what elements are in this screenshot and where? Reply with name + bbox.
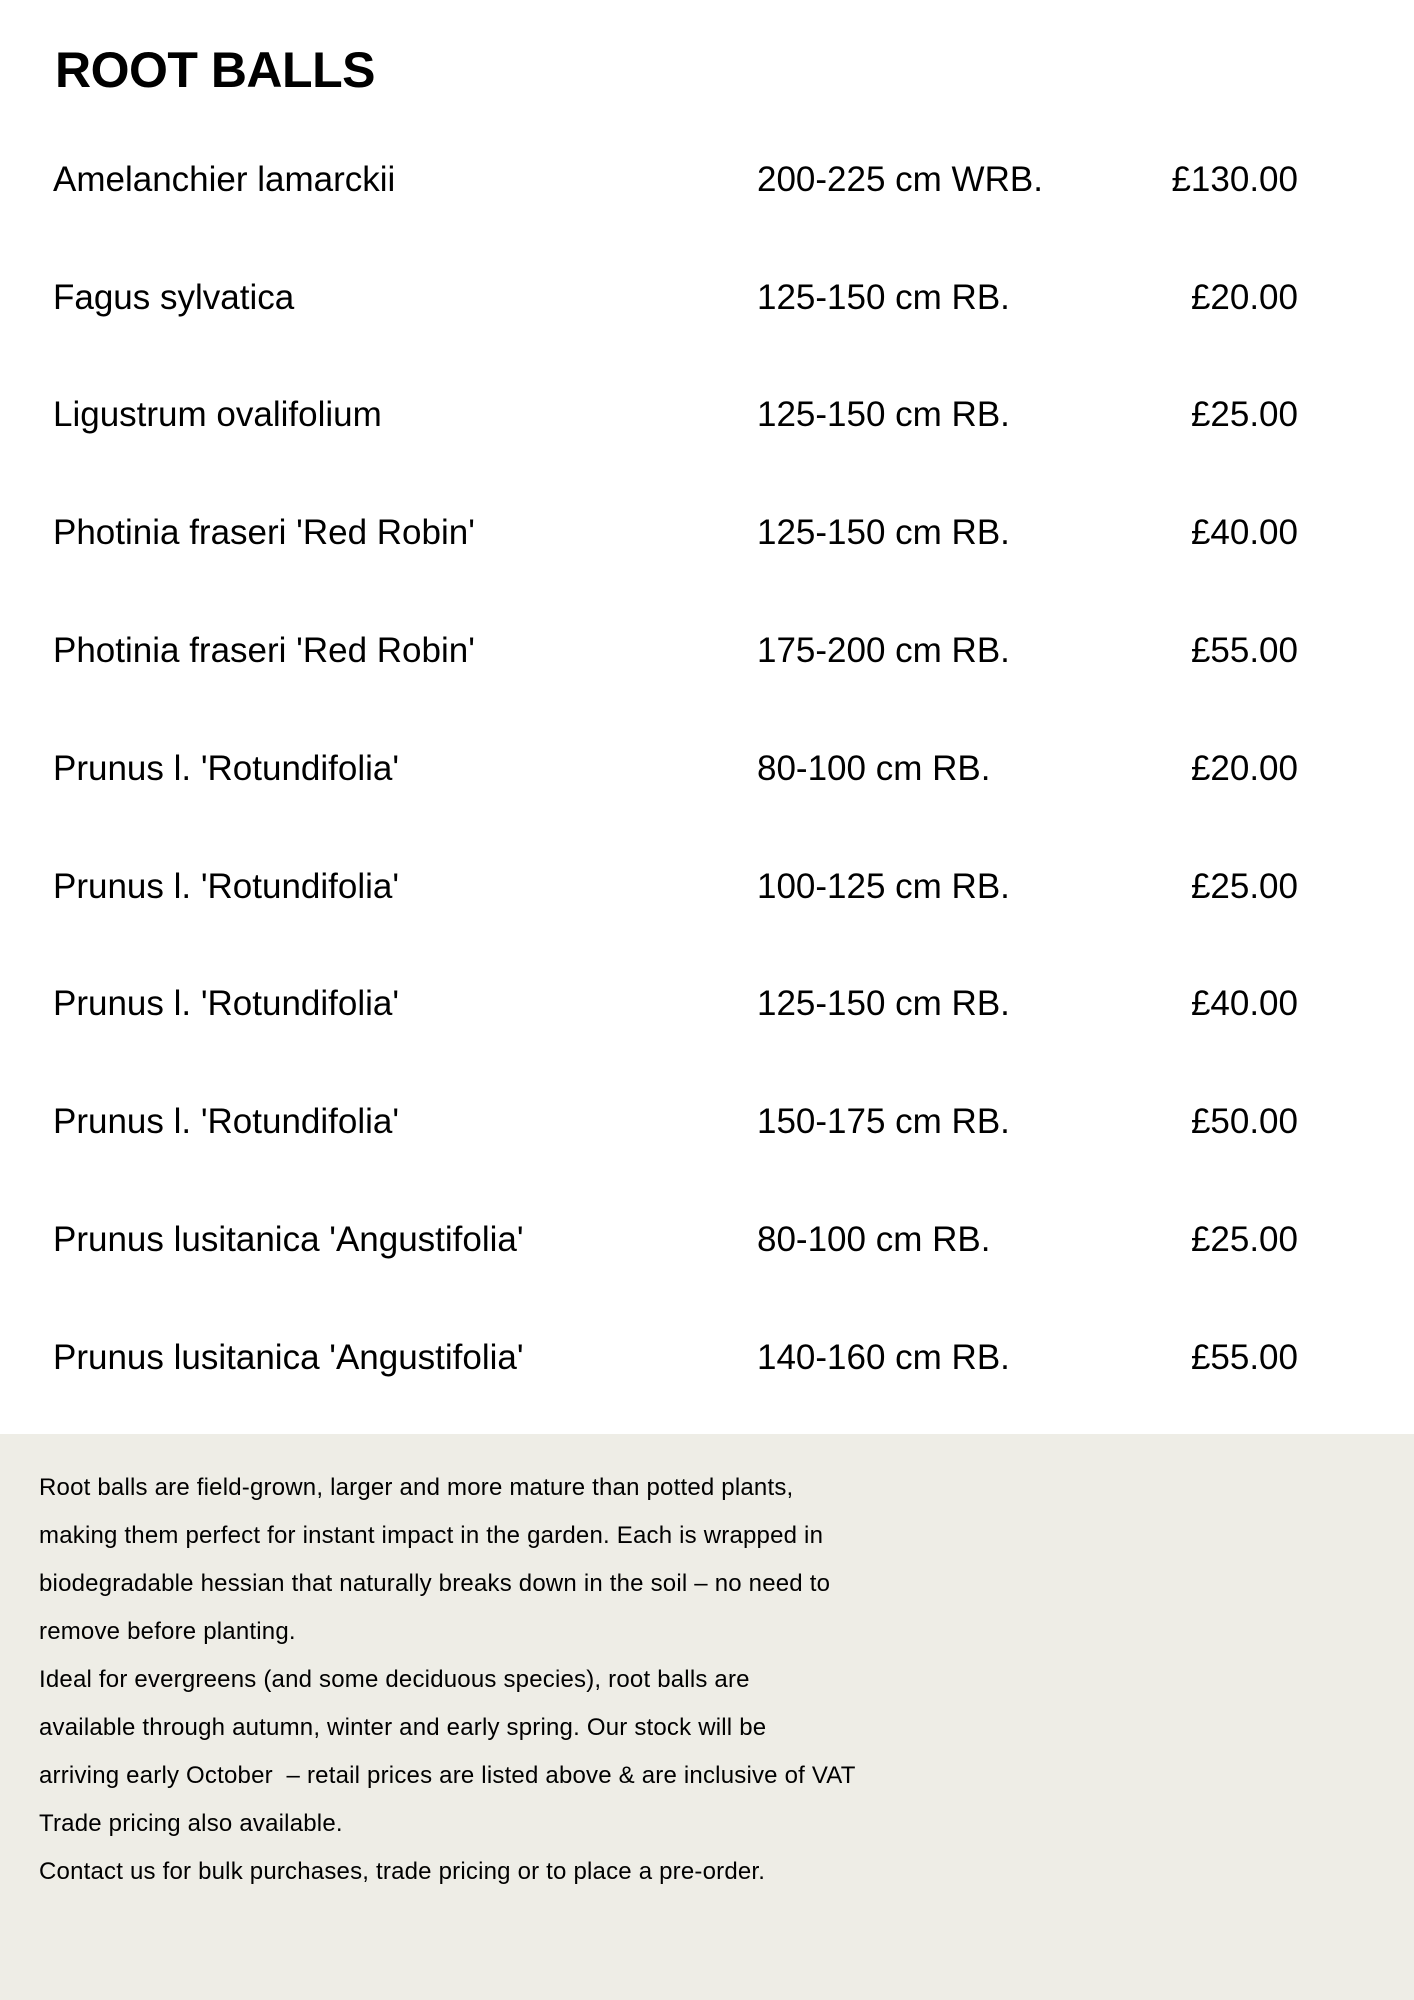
plant-name: Prunus l. 'Rotundifolia' xyxy=(53,1102,400,1141)
plant-size: 125-150 cm RB. xyxy=(757,513,1010,552)
plant-price: £55.00 xyxy=(1190,631,1298,670)
plant-size: 80-100 cm RB. xyxy=(757,749,991,788)
plant-price: £130.00 xyxy=(1171,160,1298,199)
plant-size: 140-160 cm RB. xyxy=(757,1338,1010,1377)
plant-price: £40.00 xyxy=(1190,513,1298,552)
plant-size: 125-150 cm RB. xyxy=(757,395,1010,434)
plant-size: 200-225 cm WRB. xyxy=(757,160,1043,199)
price-row xyxy=(0,1218,1414,1262)
plant-size: 125-150 cm RB. xyxy=(757,278,1010,317)
info-panel xyxy=(0,1434,1414,2000)
price-row xyxy=(0,276,1414,320)
info-line: available through autumn, winter and early spring. Our stock will be xyxy=(39,1714,767,1741)
plant-name: Photinia fraseri 'Red Robin' xyxy=(53,631,475,670)
info-line: Root balls are field-grown, larger and more mature than potted plants, xyxy=(39,1474,794,1501)
info-line: biodegradable hessian that naturally breaks down in the soil – no need to xyxy=(39,1570,831,1597)
plant-name: Prunus l. 'Rotundifolia' xyxy=(53,867,400,906)
plant-name: Prunus l. 'Rotundifolia' xyxy=(53,984,400,1023)
plant-size: 100-125 cm RB. xyxy=(757,867,1010,906)
price-row xyxy=(0,629,1414,673)
plant-price: £40.00 xyxy=(1190,984,1298,1023)
info-line: Trade pricing also available. xyxy=(39,1810,343,1837)
plant-price: £20.00 xyxy=(1190,278,1298,317)
plant-price: £55.00 xyxy=(1190,1338,1298,1377)
price-row xyxy=(0,865,1414,909)
plant-name: Ligustrum ovalifolium xyxy=(53,395,382,434)
plant-size: 150-175 cm RB. xyxy=(757,1102,1010,1141)
plant-size: 125-150 cm RB. xyxy=(757,984,1010,1023)
price-row xyxy=(0,982,1414,1026)
info-line: Contact us for bulk purchases, trade pricing or to place a pre-order. xyxy=(39,1858,766,1885)
plant-name: Prunus l. 'Rotundifolia' xyxy=(53,749,400,788)
plant-name: Prunus lusitanica 'Angustifolia' xyxy=(53,1338,524,1377)
price-row xyxy=(0,1100,1414,1144)
info-line: Ideal for evergreens (and some deciduous species), root balls are xyxy=(39,1666,750,1693)
info-paragraph xyxy=(39,1464,1399,1896)
plant-price: £20.00 xyxy=(1190,749,1298,788)
price-row xyxy=(0,511,1414,555)
plant-name: Amelanchier lamarckii xyxy=(53,160,396,199)
price-row xyxy=(0,158,1414,202)
plant-name: Prunus lusitanica 'Angustifolia' xyxy=(53,1220,524,1259)
page-title: ROOT BALLS xyxy=(55,42,375,98)
plant-price: £25.00 xyxy=(1190,1220,1298,1259)
plant-name: Photinia fraseri 'Red Robin' xyxy=(53,513,475,552)
info-line: remove before planting. xyxy=(39,1618,296,1645)
price-row xyxy=(0,393,1414,437)
plant-size: 80-100 cm RB. xyxy=(757,1220,991,1259)
price-row xyxy=(0,1336,1414,1380)
plant-size: 175-200 cm RB. xyxy=(757,631,1010,670)
info-line: arriving early October – retail prices are listed above & are inclusive of VAT xyxy=(39,1762,856,1789)
plant-price: £50.00 xyxy=(1190,1102,1298,1141)
info-line: making them perfect for instant impact in the garden. Each is wrapped in xyxy=(39,1522,824,1549)
price-row xyxy=(0,747,1414,791)
plant-name: Fagus sylvatica xyxy=(53,278,295,317)
plant-price: £25.00 xyxy=(1190,867,1298,906)
plant-price: £25.00 xyxy=(1190,395,1298,434)
